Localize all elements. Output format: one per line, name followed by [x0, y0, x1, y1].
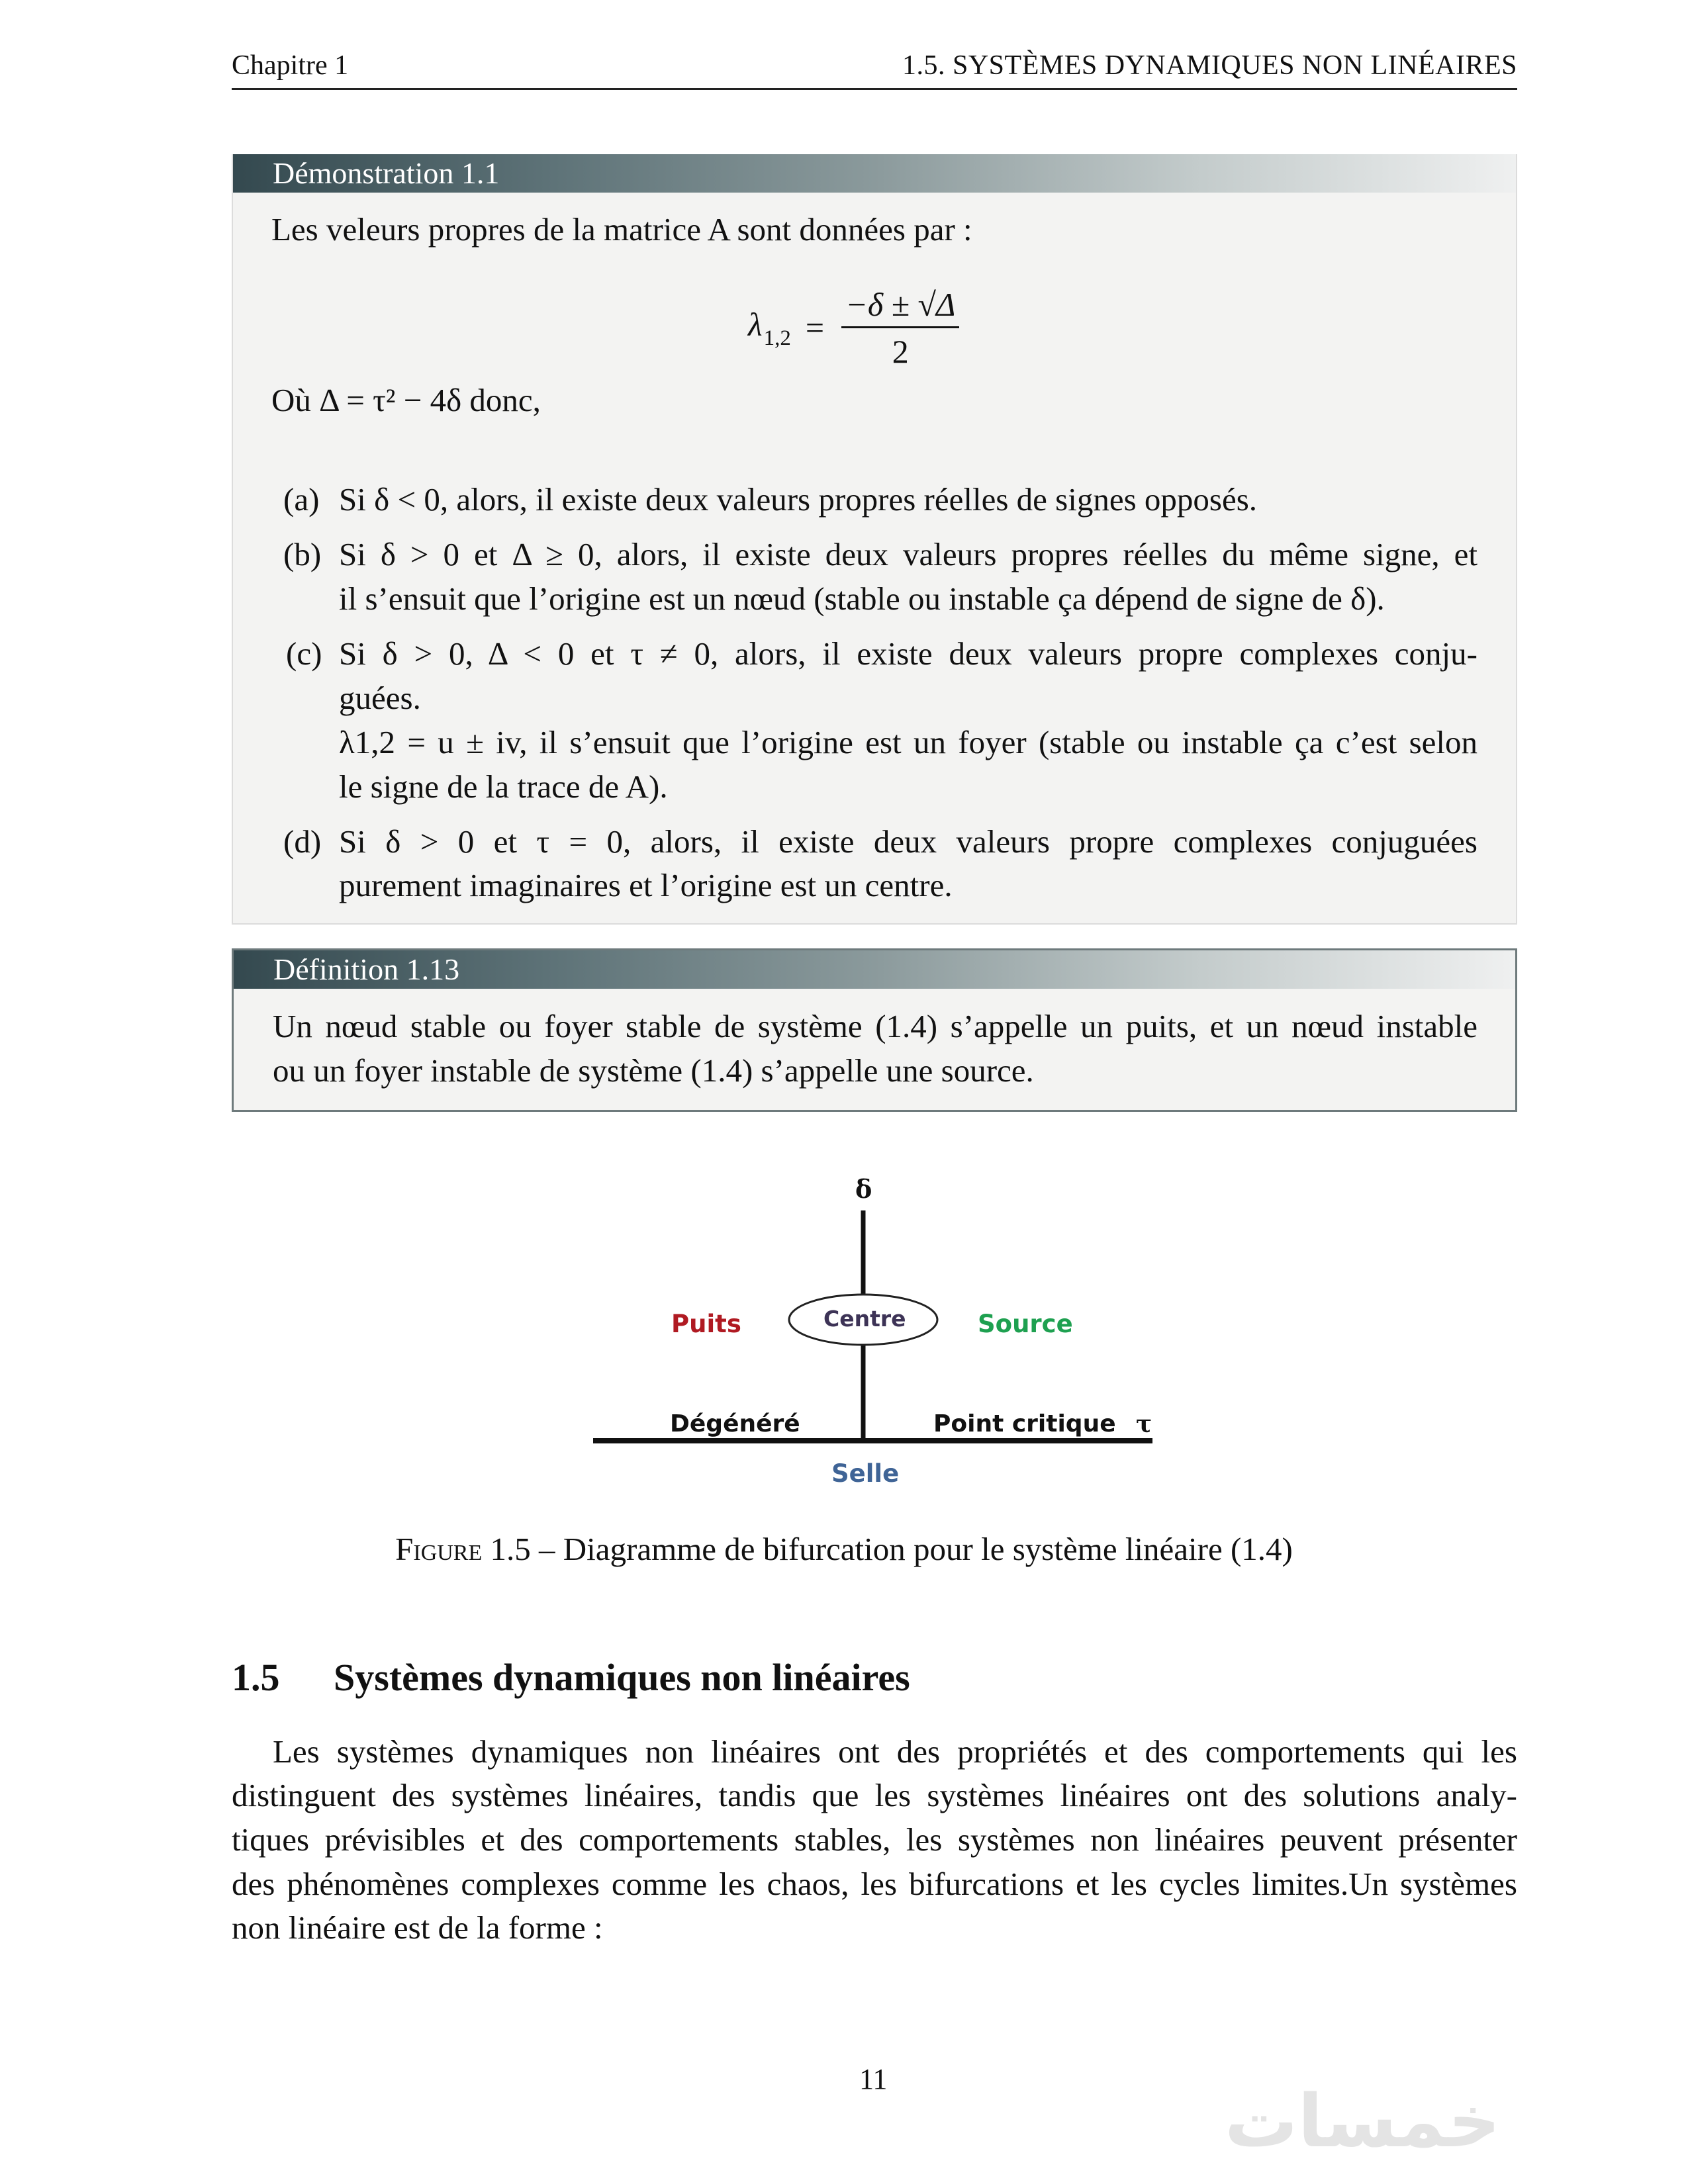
formula-equals: =	[805, 309, 825, 346]
item-label-c: (c)	[286, 635, 322, 672]
item-c-line: λ1,2 = u ± iv, il s’ensuit que l’origine est un foyer (stable ou instable ça c’est selon	[339, 724, 1477, 760]
item-c-line: guées.	[339, 680, 421, 716]
item-b-line: il s’ensuit que l’origine est un nœud (stable ou instable ça dépend de signe de δ).	[339, 580, 1385, 617]
paragraph-line: tiques prévisibles et des comportements stables, les systèmes non linéaires peuvent présenter	[232, 1821, 1517, 1858]
delta-definition: Où Δ = τ² − 4δ donc,	[271, 382, 541, 418]
item-label-b: (b)	[283, 536, 322, 572]
page-number: 11	[859, 2063, 888, 2095]
running-header-section: 1.5. SYSTÈMES DYNAMIQUES NON LINÉAIRES	[902, 50, 1517, 81]
label-source: Source	[978, 1310, 1073, 1338]
item-d-line: purement imaginaires et l’origine est un centre.	[339, 867, 953, 903]
paragraph-line: distinguent des systèmes linéaires, tandis que les systèmes linéaires ont des solutions analy-	[232, 1777, 1517, 1813]
delta-axis-label: δ	[855, 1174, 872, 1204]
figure-caption-text: – Diagramme de bifurcation pour le système linéaire (1.4)	[530, 1531, 1293, 1567]
label-degenere: Dégénéré	[670, 1410, 800, 1437]
label-point-critique: Point critique	[933, 1410, 1116, 1437]
section-number: 1.5	[232, 1656, 280, 1699]
definition-line: ou un foyer instable de système (1.4) s’appelle une source.	[273, 1052, 1034, 1089]
paragraph-line: des phénomènes complexes comme les chaos, les bifurcations et les cycles limites.Un systèmes	[232, 1866, 1517, 1902]
figure-caption	[0, 1533, 1688, 1565]
demonstration-intro: Les veleurs propres de la matrice A sont données par :	[271, 211, 972, 248]
definition-title: Définition 1.13	[234, 950, 1515, 989]
item-c-line: Si δ > 0, Δ < 0 et τ ≠ 0, alors, il existe deux valeurs propre complexes conju-	[339, 635, 1477, 672]
formula-denominator: 2	[892, 332, 909, 370]
paragraph-line: Les systèmes dynamiques non linéaires ont des propriétés et des comportements qui les	[273, 1733, 1517, 1770]
item-label-d: (d)	[283, 823, 322, 860]
demonstration-title: Démonstration 1.1	[233, 154, 1516, 193]
label-centre: Centre	[823, 1306, 906, 1332]
item-d-line: Si δ > 0 et τ = 0, alors, il existe deux valeurs propre complexes conjuguées	[339, 823, 1477, 860]
definition-line: Un nœud stable ou foyer stable de système (1.4) s’appelle un puits, et un nœud instable	[273, 1008, 1477, 1044]
running-header-chapter: Chapitre 1	[232, 50, 349, 81]
item-b-line: Si δ > 0 et Δ ≥ 0, alors, il existe deux valeurs propres réelles du même signe, et	[339, 536, 1477, 572]
figure-caption-prefix: Figure 1.5	[395, 1531, 531, 1567]
formula-numerator: −δ ± √Δ	[841, 288, 959, 328]
tau-axis-label: τ	[1136, 1410, 1152, 1438]
formula-lambda-subscript: 1,2	[763, 326, 791, 350]
paragraph-line: non linéaire est de la forme :	[232, 1909, 603, 1946]
item-a-line: Si δ < 0, alors, il existe deux valeurs propres réelles de signes opposés.	[339, 481, 1258, 518]
formula-lambda: λ	[748, 305, 763, 343]
item-c-line: le signe de la trace de A).	[339, 768, 668, 805]
watermark-logo: خمسات	[1225, 2079, 1501, 2163]
label-puits: Puits	[671, 1310, 741, 1338]
label-selle: Selle	[831, 1459, 900, 1488]
section-title: Systèmes dynamiques non linéaires	[334, 1656, 910, 1699]
item-label-a: (a)	[283, 481, 320, 518]
